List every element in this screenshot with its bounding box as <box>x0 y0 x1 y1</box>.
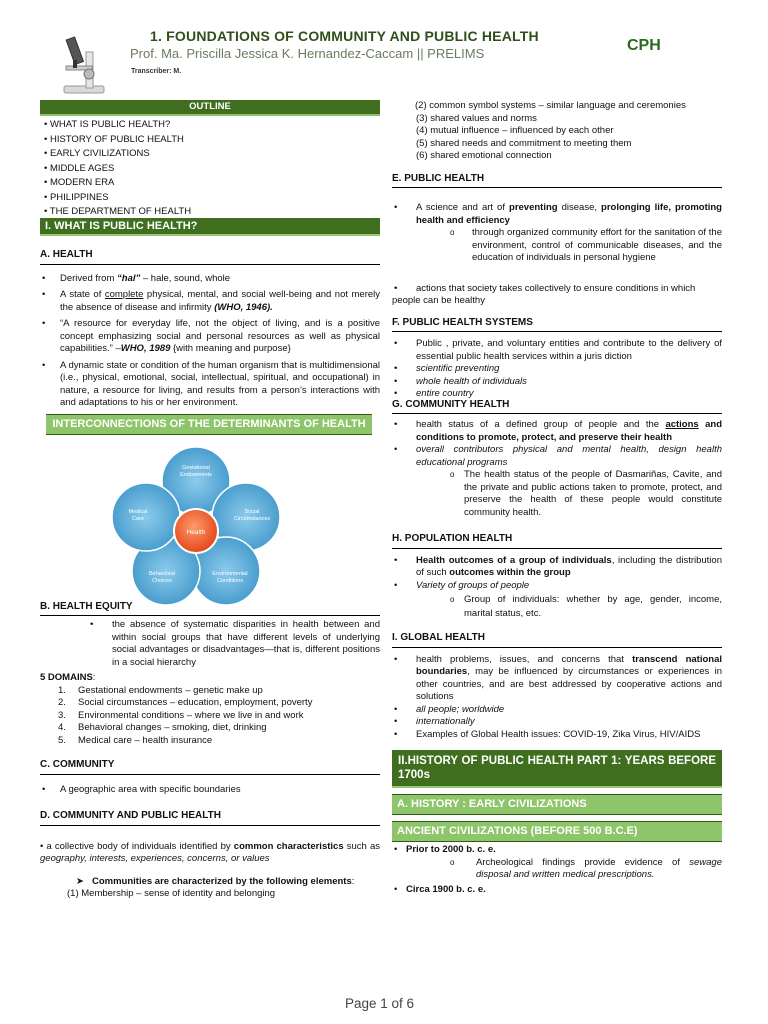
gh-bullet: • all people; worldwide <box>392 704 722 717</box>
comh-bullet: • health status of a defined group of people and the actions and conditions to promote, protect, and preserve their health <box>392 419 722 444</box>
petal-label: Behavioral Choices <box>149 570 175 584</box>
population-health-heading: H. POPULATION HEALTH <box>392 533 722 549</box>
health-bullet: • A dynamic state or condition of the human organism that is multidimensional (i.e., physical, emotional, social, intellectual, spiritual, and occupational) in nature, a resource for living, and results from a person’s interactions with and adaptations to his or her environment. <box>40 360 380 410</box>
transcriber-label: Transcriber: M. <box>131 68 182 75</box>
global-health-heading: I. GLOBAL HEALTH <box>392 632 722 648</box>
domain-item: 4. Behavioral changes – smoking, diet, drinking <box>58 722 267 733</box>
poph-bullet: • Health outcomes of a group of individuals, including the distribution of such outcomes within the group <box>392 555 722 580</box>
community-heading: C. COMMUNITY <box>40 759 380 775</box>
right-column <box>392 100 722 896</box>
center-label: Health <box>186 528 206 536</box>
phs-bullet: • entire country <box>392 388 722 401</box>
gh-bullet: • internationally <box>392 716 722 729</box>
outline-list <box>40 118 380 220</box>
domain-item: 5. Medical care – health insurance <box>58 734 213 746</box>
domain-item: 3. Environmental conditions – where we live in and work <box>58 709 304 721</box>
poph-bullet: • Variety of groups of people <box>392 580 722 593</box>
outline-item[interactable]: • EARLY CIVILIZATIONS <box>44 148 150 159</box>
health-bullet: • A state of complete physical, mental, and social well-being and not merely the absence of disease and infirmity (WHO, 1946). <box>40 289 380 314</box>
element-item: (5) shared needs and commitment to meeting them <box>416 137 632 149</box>
comh-sub: o The health status of the people of Dasmariñas, Cavite, and the private and public actions taken to promote, protect, and preserve the health of these people would constitute community health. <box>392 469 722 519</box>
determinants-heading: INTERCONNECTIONS OF THE DETERMINANTS OF HEALTH <box>46 414 372 435</box>
phs-bullet: • Public , private, and voluntary entities and contribute to the delivery of essential public health services within a juris diction <box>392 338 722 363</box>
public-health-bullet: • A science and art of preventing disease, prolonging life, promoting health and efficiency <box>392 202 722 227</box>
ancient-heading: ANCIENT CIVILIZATIONS (BEFORE 500 B.C.E) <box>392 821 722 842</box>
phs-bullet: • scientific preventing <box>392 363 722 376</box>
domain-item: 2. Social circumstances – education, employment, poverty <box>58 697 313 708</box>
element-item: (4) mutual influence – influenced by each other <box>416 125 614 136</box>
public-health-heading: E. PUBLIC HEALTH <box>392 173 722 189</box>
cph-element-item: (1) Membership – sense of identity and belonging <box>67 888 276 899</box>
comh-bullet: • overall contributors physical and mental health, design health educational programs <box>392 444 722 469</box>
left-column <box>40 100 380 901</box>
element-item: (6) shared emotional connection <box>416 150 552 161</box>
outline-item[interactable]: • WHAT IS PUBLIC HEALTH? <box>44 119 171 130</box>
outline-item[interactable]: • HISTORY OF PUBLIC HEALTH <box>44 133 184 145</box>
era-sub: o Archeological findings provide evidence of sewage disposal and written medical prescriptions. <box>392 857 722 882</box>
phs-bullet: • whole health of individuals <box>392 376 722 389</box>
cph-elements-label: ➤ Communities are characterized by the following elements: <box>76 875 355 887</box>
element-item: (3) shared values and norms <box>416 112 537 124</box>
public-health-sub: o through organized community effort for the sanitation of the environment, control of communicable diseases, and the education of individuals in personal hygiene <box>392 227 722 265</box>
gh-bullet: • health problems, issues, and concerns that transcend national boundaries, may be influenced by circumstances or experiences in other countries, and are best addressed by cooperative actions and solutions <box>392 654 722 704</box>
health-bullet: • Derived from “hal” – hale, sound, whole <box>40 273 380 286</box>
public-health-systems-heading: F. PUBLIC HEALTH SYSTEMS <box>392 317 722 333</box>
petal-label: Medical Care <box>128 508 148 522</box>
public-health-bullet: • actions that society takes collectively to ensure conditions in which <box>392 283 722 296</box>
determinants-diagram <box>106 441 286 605</box>
community-bullet: • A geographic area with specific boundaries <box>40 784 380 797</box>
subject-badge: CPH <box>627 37 661 54</box>
outline-item[interactable]: • THE DEPARTMENT OF HEALTH <box>44 206 192 217</box>
petal-label: Social Circumstances <box>233 508 271 522</box>
outline-item[interactable]: • MODERN ERA <box>44 177 115 188</box>
era-bullet: • Prior to 2000 b. c. e. <box>392 844 722 857</box>
poph-sub: o Group of individuals: whether by age, gender, income, marital status, etc. <box>392 593 722 621</box>
public-health-cont: people can be healthy <box>392 295 485 306</box>
health-heading: A. HEALTH <box>40 249 380 265</box>
health-bullet: • “A resource for everyday life, not the object of living, and is a positive concept emphasizing social and personal resources as well as physical capabilities.” –WHO, 1989 {with meaning and purpose} <box>40 318 380 356</box>
domain-item: 1. Gestational endowments – genetic make up <box>58 684 263 696</box>
community-health-heading: G. COMMUNITY HEALTH <box>392 399 722 415</box>
cph-text: • a collective body of individuals identified by common characteristics such as geography, interests, experiences, concerns, or values <box>40 840 380 864</box>
page-number: Page 1 of 6 <box>345 996 415 1011</box>
part-2-heading: II.HISTORY OF PUBLIC HEALTH PART 1: YEARS BEFORE 1700s <box>392 750 722 788</box>
era-bullet: • Circa 1900 b. c. e. <box>392 884 722 897</box>
element-item: (2) common symbol systems – similar language and ceremonies <box>415 100 686 111</box>
outline-item[interactable]: • PHILIPPINES <box>44 191 109 203</box>
part-1-heading: I. WHAT IS PUBLIC HEALTH? <box>40 218 380 237</box>
gh-bullet: • Examples of Global Health issues: COVID-19, Zika Virus, HIV/AIDS <box>392 729 722 742</box>
equity-heading: B. HEALTH EQUITY <box>40 601 380 617</box>
history-heading: A. HISTORY : EARLY CIVILIZATIONS <box>392 794 722 815</box>
equity-text: • the absence of systematic disparities in health between and within social groups that have different levels of underlying social advantages or disadvantages—that is, different positions in a social hierarchy <box>90 619 380 668</box>
outline-item[interactable]: • MIDDLE AGES <box>44 162 115 174</box>
microscope-icon <box>56 34 110 96</box>
document-title: 1. FOUNDATIONS OF COMMUNITY AND PUBLIC HEALTH <box>150 28 539 44</box>
petal-label: Environmental Conditions <box>212 570 248 584</box>
outline-heading: OUTLINE <box>40 100 380 116</box>
petal-medical <box>112 483 180 551</box>
cph-heading: D. COMMUNITY AND PUBLIC HEALTH <box>40 810 380 826</box>
document-subtitle: Prof. Ma. Priscilla Jessica K. Hernandez-Caccam || PRELIMS <box>130 46 485 61</box>
petal-label: Gestational Endowments <box>180 464 212 478</box>
domains-label: 5 DOMAINS: <box>40 672 96 683</box>
